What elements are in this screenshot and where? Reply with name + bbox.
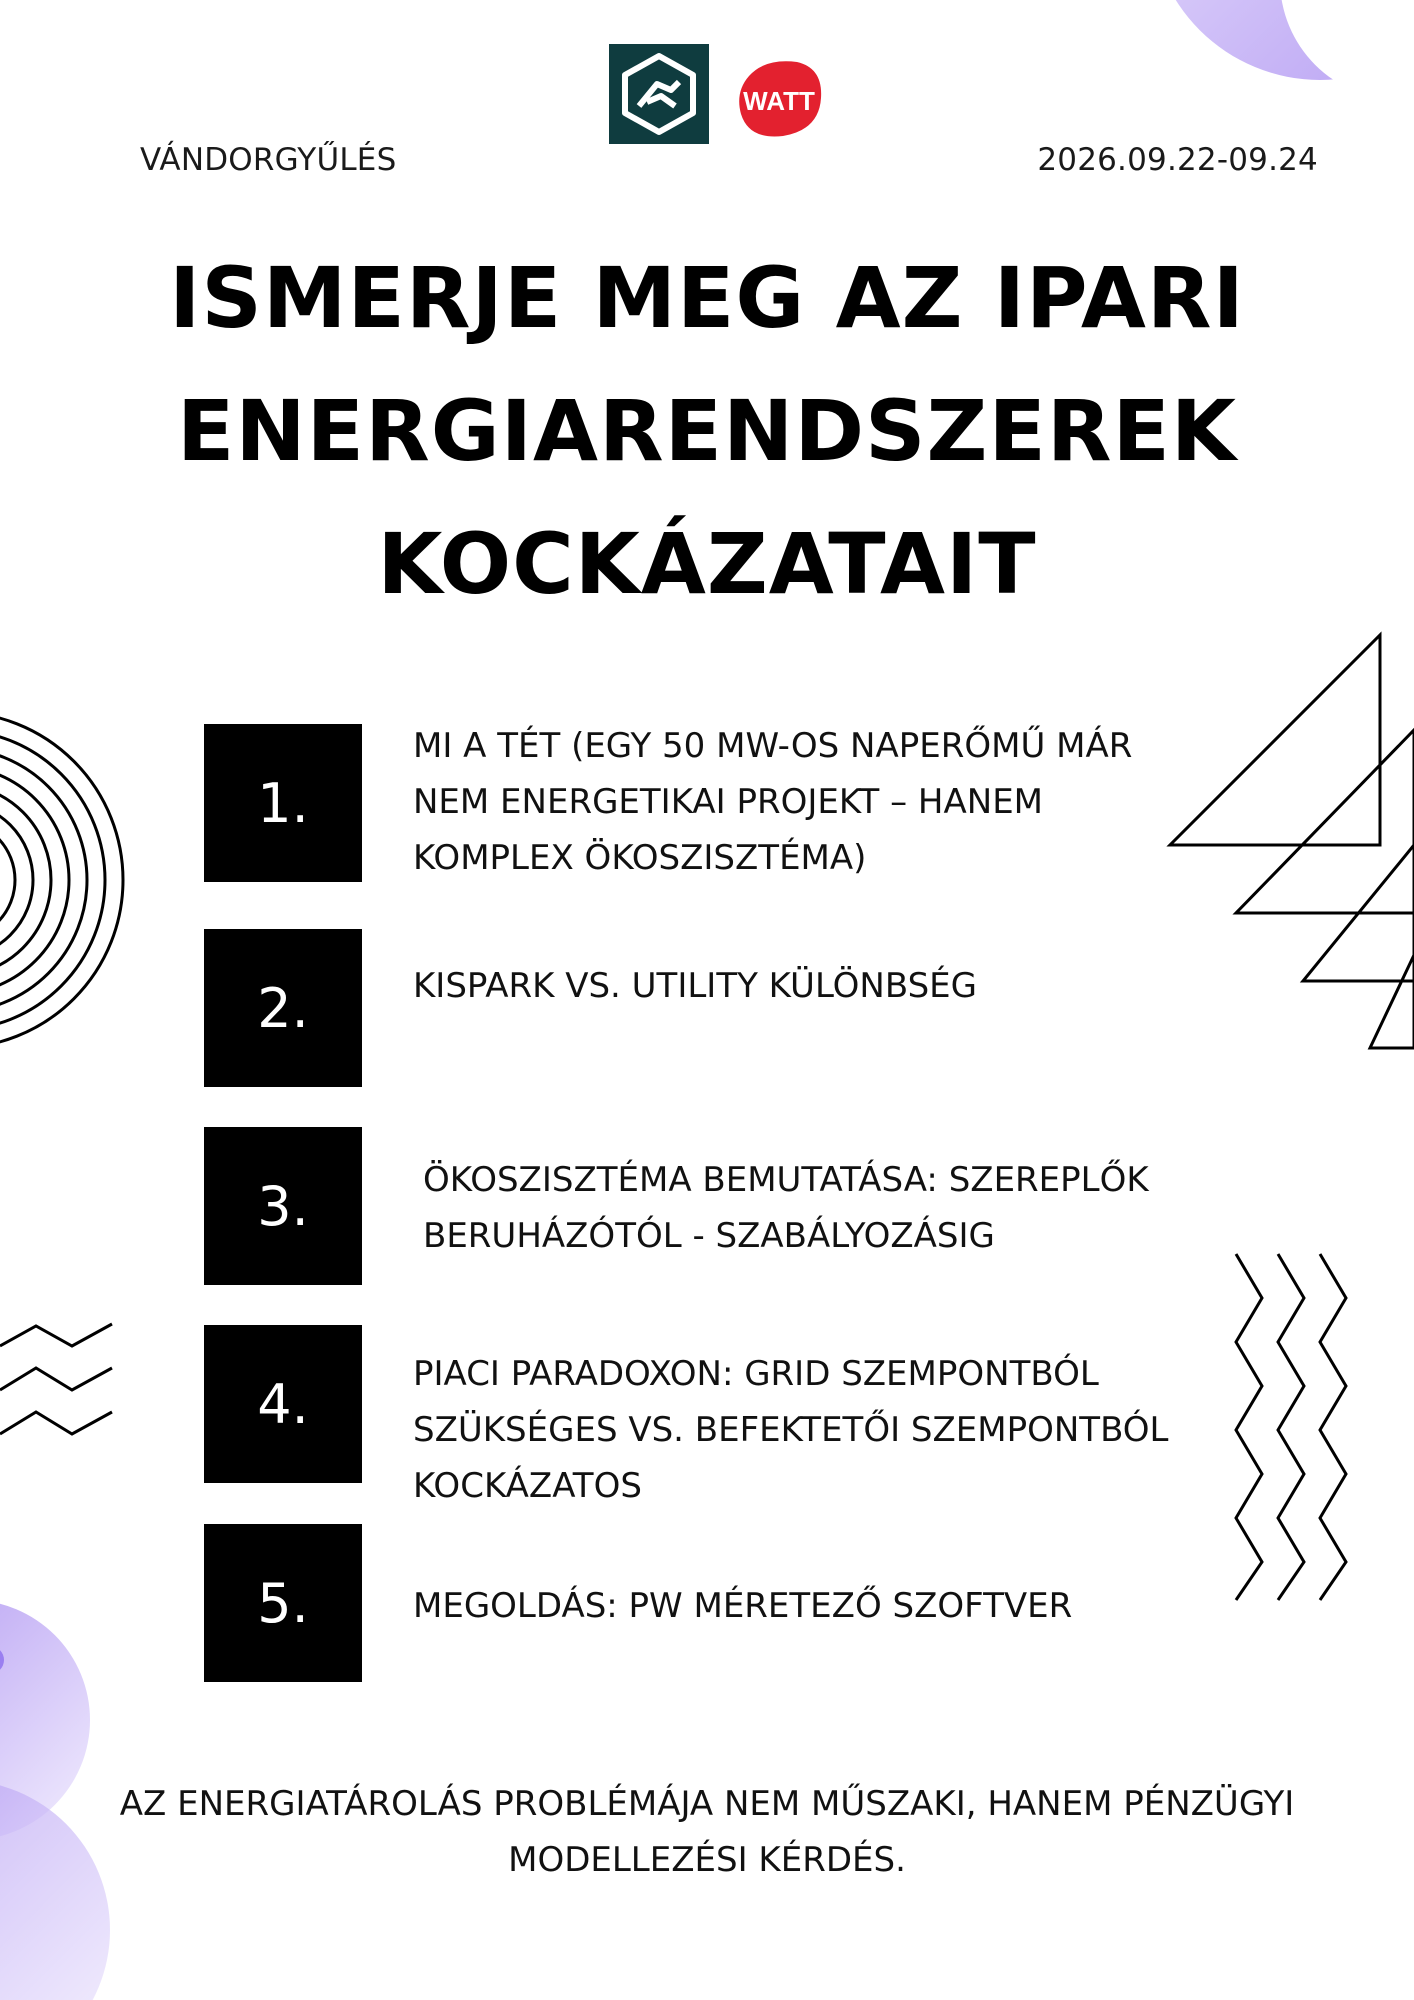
number-box-3 — [204, 1127, 362, 1285]
item-number: 4. — [257, 1372, 309, 1436]
number-box-4 — [204, 1325, 362, 1483]
list-item-text-4: PIACI PARADOXON: GRID SZEMPONTBÓL SZÜKSÉGES VS. BEFEKTETŐI SZEMPONTBÓL KOCKÁZATOS — [413, 1354, 1169, 1506]
watt-logo-icon — [735, 56, 825, 140]
item-number: 1. — [257, 771, 309, 835]
title-line-3: KOCKÁZATAIT — [377, 515, 1037, 613]
list-item-text-2: KISPARK VS. UTILITY KÜLÖNBSÉG — [413, 966, 978, 1006]
title-line-2: ENERGIARENDSZEREK — [177, 382, 1237, 480]
item-number: 3. — [257, 1174, 309, 1238]
number-box-5 — [204, 1524, 362, 1682]
item-number: 5. — [257, 1571, 309, 1635]
concentric-circles-decoration — [0, 690, 130, 1070]
list-item-text-3: ÖKOSZISZTÉMA BEMUTATÁSA: SZEREPLŐK BERUHÁZÓTÓL - SZABÁLYOZÁSIG — [423, 1160, 1149, 1256]
event-date: 2026.09.22-09.24 — [1037, 142, 1318, 178]
list-item-text-5: MEGOLDÁS: PW MÉRETEZŐ SZOFTVER — [413, 1586, 1073, 1626]
page-title — [0, 232, 1414, 631]
purple-blob-top-right — [1080, 0, 1414, 110]
watt-logo-text: WATT — [743, 86, 815, 116]
number-box-2 — [204, 929, 362, 1087]
list-item-text-1: MI A TÉT (EGY 50 MW-OS NAPERŐMŰ MÁR NEM ENERGETIKAI PROJEKT – HANEM KOMPLEX ÖKOSZISZTÉMA) — [413, 726, 1133, 878]
hexagon-chain-logo-icon — [609, 44, 709, 144]
title-line-1: ISMERJE MEG AZ IPARI — [169, 249, 1245, 347]
footer-statement: AZ ENERGIATÁROLÁS PROBLÉMÁJA NEM MŰSZAKI, HANEM PÉNZÜGYI MODELLEZÉSI KÉRDÉS. — [119, 1784, 1295, 1880]
zigzag-left-decoration — [0, 1300, 120, 1440]
event-label: VÁNDORGYŰLÉS — [140, 142, 397, 178]
zigzag-right-decoration — [1230, 1250, 1350, 1605]
item-number: 2. — [257, 976, 309, 1040]
triangles-decoration — [1160, 625, 1414, 1055]
number-box-1 — [204, 724, 362, 882]
